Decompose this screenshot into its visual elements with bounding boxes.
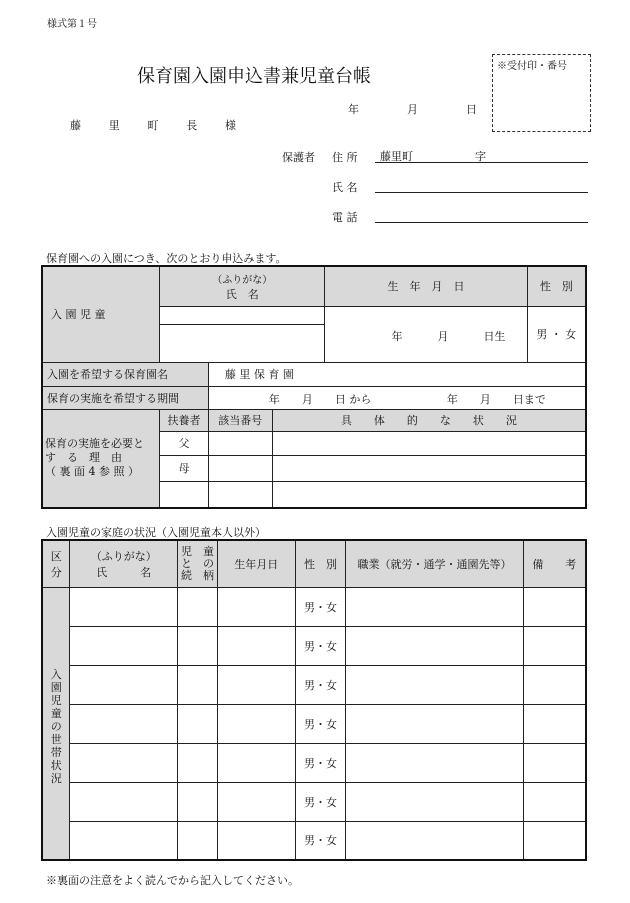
birth-header: 生 年 月 日 (325, 266, 527, 306)
page-title: 保育園入園申込書兼児童台帳 (137, 66, 371, 87)
family-name-input[interactable] (70, 665, 178, 704)
family-name-input[interactable] (70, 587, 178, 626)
family-furigana-header: （ふりがな） (90, 549, 157, 563)
family-job-input[interactable] (346, 587, 523, 626)
name-header: 氏 名 (225, 287, 259, 301)
addressee-char: 長 (186, 119, 198, 132)
intro-text: 保育園への入園につき、次のとおり申込みます。 (46, 252, 287, 265)
relation-header-1: 児 童 (181, 544, 215, 558)
family-relation-input[interactable] (178, 665, 218, 704)
family-job-input[interactable] (346, 782, 523, 821)
phone-field[interactable] (375, 208, 588, 223)
family-notes-input[interactable] (523, 743, 586, 782)
phone-label: 電 話 (332, 211, 358, 224)
notes-header: 備 考 (523, 540, 586, 587)
reason-label-2: す る 理 由 (45, 451, 122, 465)
mother-label: 母 (160, 455, 209, 481)
addressee-char: 里 (108, 119, 120, 132)
other-situation-input[interactable] (272, 481, 586, 508)
supporter-header: 扶養者 (160, 409, 209, 431)
reason-label-3: （ 裏 面 4 参 照 ） (45, 465, 139, 479)
family-birth-input[interactable] (217, 704, 295, 743)
family-section-title: 入園児童の家庭の状況（入園児童本人以外） (46, 526, 266, 539)
other-supporter-input[interactable] (160, 481, 209, 508)
family-birth-input[interactable] (217, 782, 295, 821)
addressee (70, 117, 236, 133)
address-aza: 字 (475, 150, 486, 163)
family-gender-select[interactable]: 男・女 (295, 587, 346, 626)
receipt-stamp-box (492, 54, 591, 132)
family-relation-input[interactable] (178, 782, 218, 821)
family-notes-input[interactable] (523, 665, 586, 704)
father-situation-input[interactable] (272, 431, 586, 455)
address-label: 住 所 (332, 151, 358, 164)
father-number-input[interactable] (208, 431, 272, 455)
date-month-label: 月 (407, 103, 418, 116)
mother-number-input[interactable] (208, 455, 272, 481)
form-number: 様式第１号 (47, 19, 97, 30)
guardian-name-field[interactable] (375, 178, 588, 193)
household-side-text: 入園児童の世帯状況 (50, 667, 62, 785)
family-gender-select[interactable]: 男・女 (295, 665, 346, 704)
address-value: 藤里町 (380, 150, 413, 163)
birth-year: 年 (391, 330, 403, 343)
family-job-input[interactable] (346, 821, 523, 860)
period-to: 年 月 日まで (446, 392, 546, 406)
mother-situation-input[interactable] (272, 455, 586, 481)
family-birth-input[interactable] (217, 743, 295, 782)
relation-header-3: 続 柄 (181, 568, 215, 582)
family-gender-select[interactable]: 男・女 (295, 704, 346, 743)
family-birth-input[interactable] (217, 626, 295, 665)
family-gender-select[interactable]: 男・女 (295, 626, 346, 665)
child-furigana-input[interactable] (160, 306, 325, 324)
name-label: 氏 名 (332, 181, 358, 194)
birth-month: 月 (437, 330, 449, 343)
relation-header-2: と の (181, 556, 215, 570)
family-name-input[interactable] (70, 821, 178, 860)
family-birth-header: 生年月日 (217, 540, 295, 587)
family-relation-input[interactable] (178, 587, 218, 626)
period-from: 年 月 日 から (268, 392, 372, 406)
family-gender-header: 性 別 (295, 540, 346, 587)
family-relation-input[interactable] (178, 743, 218, 782)
family-job-input[interactable] (346, 626, 523, 665)
date-day-label: 日 (466, 103, 477, 116)
period-label: 保育の実施を希望する期間 (42, 386, 208, 409)
family-gender-select[interactable]: 男・女 (295, 743, 346, 782)
relation-header (178, 540, 218, 587)
application-table (41, 265, 587, 509)
kubun-header (42, 540, 70, 587)
gender-header: 性 別 (527, 266, 586, 306)
child-label: 入 園 児 童 (51, 308, 106, 322)
family-notes-input[interactable] (523, 704, 586, 743)
family-gender-select[interactable]: 男・女 (295, 821, 346, 860)
situation-header: 具 体 的 な 状 況 (272, 409, 586, 431)
job-header: 職業（就労・通学・通園先等） (346, 540, 523, 587)
family-job-input[interactable] (346, 665, 523, 704)
nursery-value[interactable]: 藤 里 保 育 園 (208, 362, 586, 386)
birth-day: 日生 (483, 330, 506, 343)
family-relation-input[interactable] (178, 626, 218, 665)
reason-label-1: 保育の実施を必要と (45, 437, 144, 451)
family-name-header-label: 氏 名 (96, 565, 152, 579)
family-name-input[interactable] (70, 704, 178, 743)
period-input[interactable] (208, 386, 586, 409)
family-notes-input[interactable] (523, 626, 586, 665)
family-notes-input[interactable] (523, 587, 586, 626)
family-birth-input[interactable] (217, 821, 295, 860)
receipt-stamp-label: ※受付印・番号 (497, 61, 567, 72)
family-job-input[interactable] (346, 704, 523, 743)
household-side-label (42, 587, 70, 860)
nursery-label: 入園を希望する保育園名 (42, 362, 208, 386)
kubun-header-2: 分 (50, 565, 62, 579)
child-name-header (160, 266, 325, 306)
family-job-input[interactable] (346, 743, 523, 782)
child-gender-select[interactable]: 男 ・ 女 (527, 306, 586, 362)
father-label: 父 (160, 431, 209, 455)
child-birth-input[interactable] (325, 306, 527, 362)
family-gender-select[interactable]: 男・女 (295, 782, 346, 821)
kubun-header-1: 区 (50, 549, 62, 563)
family-notes-input[interactable] (523, 821, 586, 860)
reason-label-cell (42, 409, 160, 508)
address-field[interactable] (375, 148, 588, 163)
addressee-char: 藤 (70, 119, 81, 132)
furigana-label: （ふりがな） (212, 274, 273, 286)
family-table (41, 539, 587, 861)
family-relation-input[interactable] (178, 821, 218, 860)
date-year-label: 年 (348, 103, 359, 116)
other-number-input[interactable] (208, 481, 272, 508)
child-name-input[interactable] (160, 324, 325, 362)
addressee-char: 町 (147, 119, 159, 132)
child-label-cell (42, 266, 160, 362)
family-relation-input[interactable] (178, 704, 218, 743)
addressee-char: 様 (225, 119, 236, 132)
footer-note: ※裏面の注意をよく読んでから記入してください。 (46, 874, 299, 887)
family-name-header (70, 540, 178, 587)
family-birth-input[interactable] (217, 665, 295, 704)
family-name-input[interactable] (70, 743, 178, 782)
family-name-input[interactable] (70, 782, 178, 821)
guardian-label: 保護者 (282, 151, 315, 164)
family-birth-input[interactable] (217, 587, 295, 626)
family-name-input[interactable] (70, 626, 178, 665)
number-header: 該当番号 (208, 409, 272, 431)
family-notes-input[interactable] (523, 782, 586, 821)
